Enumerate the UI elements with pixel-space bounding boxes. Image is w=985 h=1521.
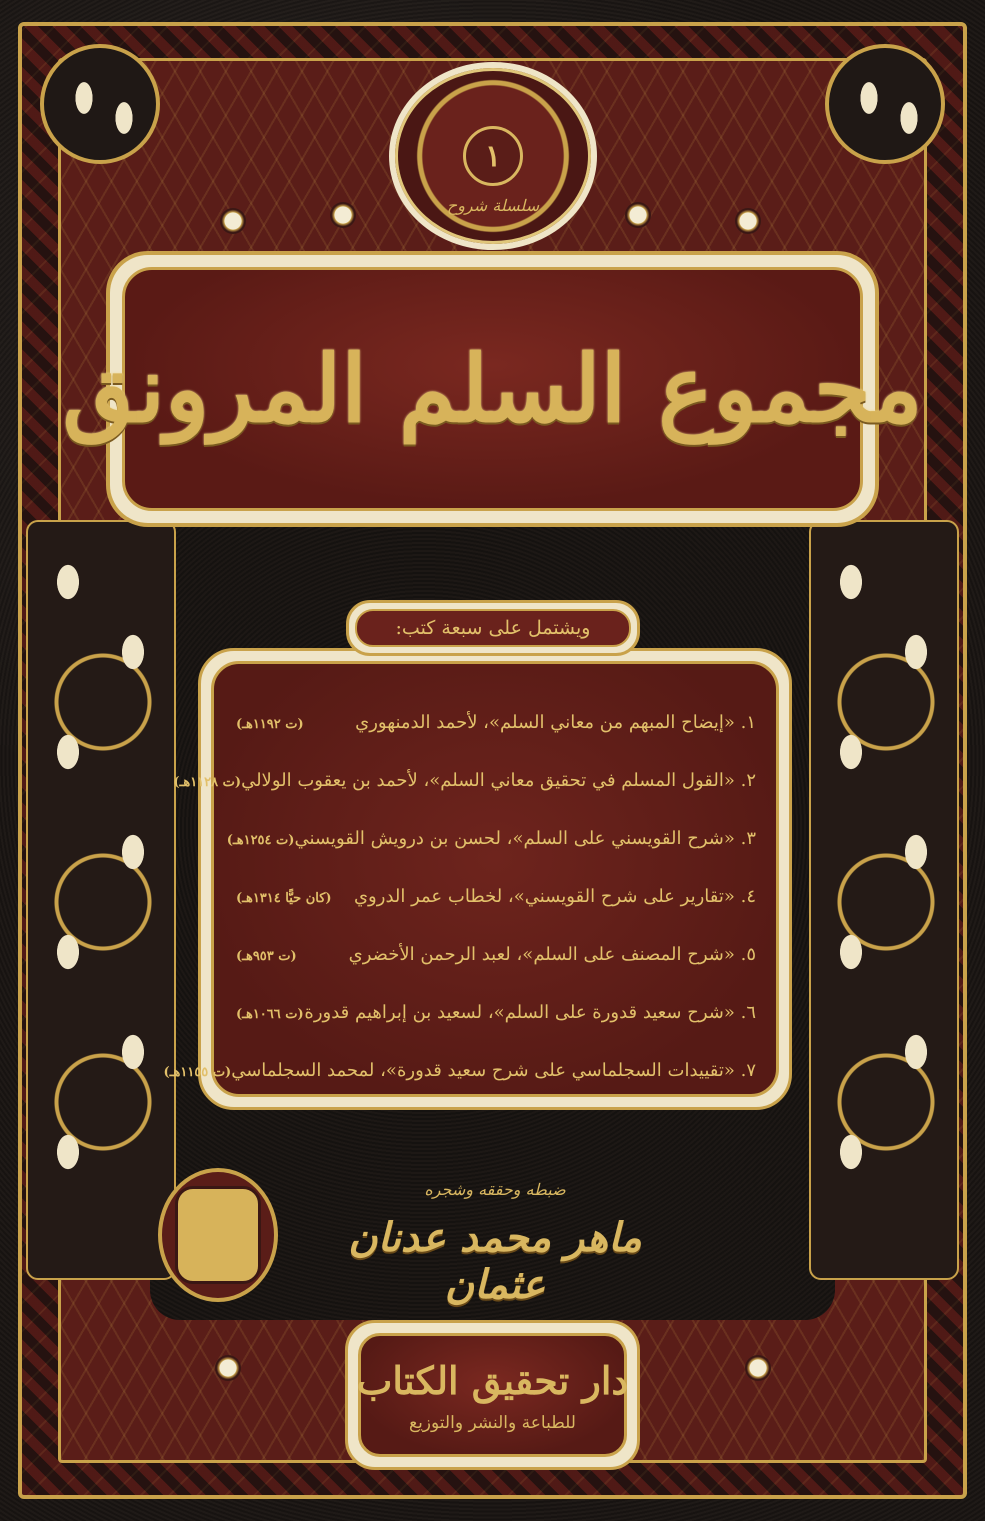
contents-heading: ويشتمل على سبعة كتب: bbox=[395, 617, 591, 639]
series-label: سلسلة شروح bbox=[446, 196, 540, 215]
seal-emblem bbox=[175, 1186, 261, 1284]
editor-name: ماهر محمد عدنان عثمان bbox=[348, 1214, 642, 1308]
publisher-tagline: للطباعة والنشر والتوزيع bbox=[409, 1412, 576, 1433]
editor-caption: ضبطه وحققه وشجره bbox=[424, 1180, 566, 1199]
list-item bbox=[236, 712, 756, 770]
book-entry-title: ١. «إيضاح المبهم من معاني السلم»، لأحمد الدمنهوري bbox=[355, 712, 756, 733]
list-item bbox=[163, 1060, 756, 1118]
star-ornament bbox=[625, 202, 651, 228]
book-entry-date: (ت ١١٩٢هـ) bbox=[236, 717, 304, 732]
series-number: ١ bbox=[463, 126, 523, 186]
book-entry-date: (ت ١٢٥٤هـ) bbox=[226, 833, 295, 848]
right-vine-ornament bbox=[809, 520, 959, 1280]
list-item bbox=[236, 1002, 756, 1060]
book-entry-date: (كان حيًّا ١٣١٤هـ) bbox=[236, 891, 332, 906]
series-medallion bbox=[395, 68, 591, 244]
book-entry-date: (ت ١١٥٥هـ) bbox=[163, 1065, 232, 1080]
contents-list bbox=[163, 661, 779, 1097]
book-entry-title: ٦. «شرح سعيد قدورة على السلم»، لسعيد بن إبراهيم قدورة bbox=[304, 1002, 756, 1023]
list-item bbox=[236, 944, 756, 1002]
contents-plaque bbox=[163, 648, 792, 1110]
publisher-name: دار تحقيق الكتاب bbox=[356, 1357, 629, 1403]
book-entry-title: ٤. «تقارير على شرح القويسني»، لخطاب عمر الدروي bbox=[353, 886, 756, 907]
stamp-seal bbox=[158, 1168, 278, 1302]
list-item bbox=[236, 886, 756, 944]
book-title: مجموع السلم المرونق bbox=[62, 335, 923, 443]
star-ornament bbox=[215, 1355, 241, 1381]
subtitle-plaque bbox=[346, 600, 640, 656]
star-ornament bbox=[220, 208, 246, 234]
publisher-plaque bbox=[345, 1320, 640, 1470]
book-entry-date: (ت ١١٢٨هـ) bbox=[173, 775, 242, 790]
list-item bbox=[173, 770, 756, 828]
title-plaque bbox=[62, 255, 923, 523]
corner-ornament-top-right bbox=[825, 44, 945, 164]
list-item bbox=[226, 828, 756, 886]
book-entry-title: ٢. «القول المسلم في تحقيق معاني السلم»، لأحمد بن يعقوب الولالي bbox=[241, 770, 756, 791]
star-ornament bbox=[330, 202, 356, 228]
star-ornament bbox=[745, 1355, 771, 1381]
book-entry-date: (ت ٩٥٣هـ) bbox=[236, 949, 297, 964]
star-ornament bbox=[735, 208, 761, 234]
corner-ornament-top-left bbox=[40, 44, 160, 164]
book-entry-title: ٧. «تقييدات السجلماسي على شرح سعيد قدورة»، لمحمد السجلماسي bbox=[231, 1060, 756, 1081]
book-entry-title: ٣. «شرح القويسني على السلم»، لحسن بن درويش القويسني bbox=[294, 828, 756, 849]
book-entry-title: ٥. «شرح المصنف على السلم»، لعبد الرحمن الأخضري bbox=[348, 944, 756, 965]
book-entry-date: (ت ١٠٦٦هـ) bbox=[236, 1007, 304, 1022]
left-vine-ornament bbox=[26, 520, 176, 1280]
